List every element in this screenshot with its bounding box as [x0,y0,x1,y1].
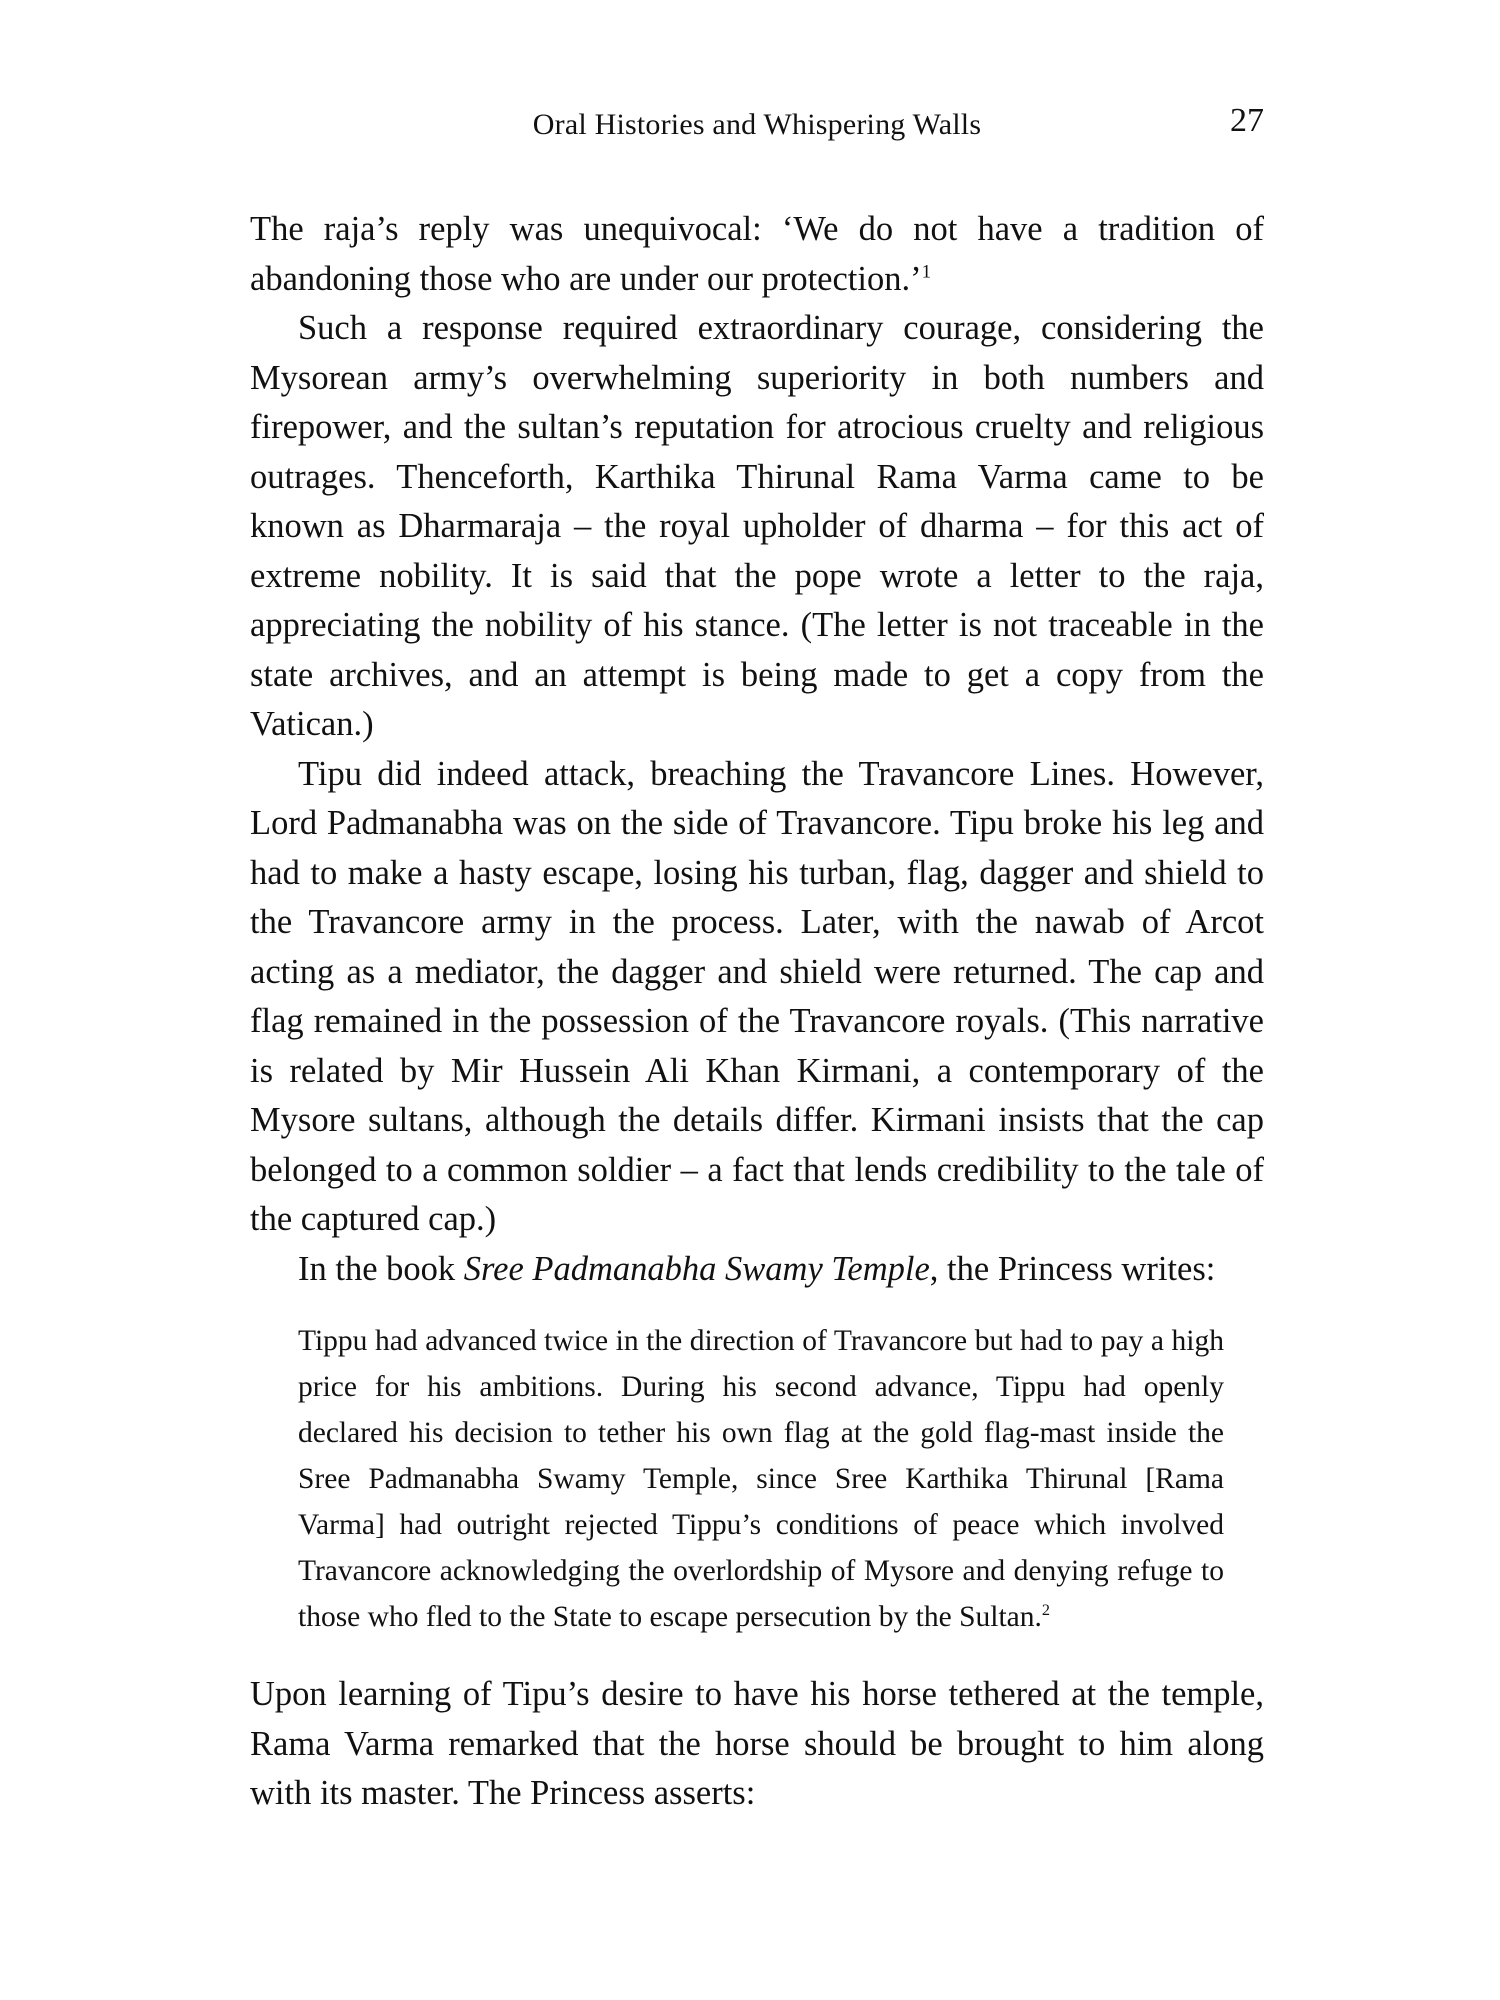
footnote-ref-1: 1 [921,261,932,282]
paragraph-4 [250,1245,1264,1295]
paragraph-2: Such a response required extraordinary courage, considering the Mysorean army’s overwhelming superiority in both numbers and firepower, and the sultan’s reputation for atrocious cruelty and religious outrages. Thenceforth, Karthika Thirunal Rama Varma came to be known as Dharmaraja – the royal upholder of dharma – for this act of extreme nobility. It is said that the pope wrote a letter to the raja, appreciating the nobility of his stance. (The letter is not traceable in the state archives, and an attempt is being made to get a copy from the Vatican.) [250,309,1264,743]
block-quote [298,1318,1224,1640]
paragraph-1-text: The raja’s reply was unequivocal: ‘We do not have a tradition of abandoning those who are under our protection.’ [250,210,1264,298]
body-text [250,205,1264,1819]
page-number: 27 [1230,102,1264,139]
paragraph-4-tail: , the Princess writes: [929,1249,1216,1288]
running-title: Oral Histories and Whispering Walls [532,108,982,141]
block-quote-body: Tippu had advanced twice in the direction of Travancore but had to pay a high price for his ambitions. During his second advance, Tippu had openly declared his decision to tether his own flag at the gold flag-mast inside the Sree Padmanabha Swamy Temple, since Sree Karthika Thirunal [Rama Varma] had outright rejected Tippu’s conditions of peace which involved Travancore acknowledging the overlordship of Mysore and denying refuge to those who fled to the State to escape persecution by the Sultan. [298,1325,1224,1633]
paragraph-5: Upon learning of Tipu’s desire to have his horse tethered at the temple, Rama Varma remarked that the horse should be brought to him along with its master. The Princess asserts: [250,1675,1264,1812]
book-title: Sree Padmanabha Swamy Temple [463,1249,930,1288]
paragraph-1 [250,205,1264,304]
running-head [250,100,1264,150]
footnote-ref-2: 2 [1041,1601,1050,1620]
block-quote-text [298,1318,1224,1640]
paragraph-4-lead: In the book [298,1249,464,1288]
paragraph-3: Tipu did indeed attack, breaching the Travancore Lines. However, Lord Padmanabha was on the side of Travancore. Tipu broke his leg and had to make a hasty escape, losing his turban, flag, dagger and shield to the Travancore army in the process. Later, with the nawab of Arcot acting as a mediator, the dagger and shield were returned. The cap and flag remained in the possession of the Travancore royals. (This narrative is related by Mir Hussein Ali Khan Kirmani, a contemporary of the Mysore sultans, although the details differ. Kirmani insists that the cap belonged to a common soldier – a fact that lends credibility to the tale of the captured cap.) [250,754,1264,1238]
